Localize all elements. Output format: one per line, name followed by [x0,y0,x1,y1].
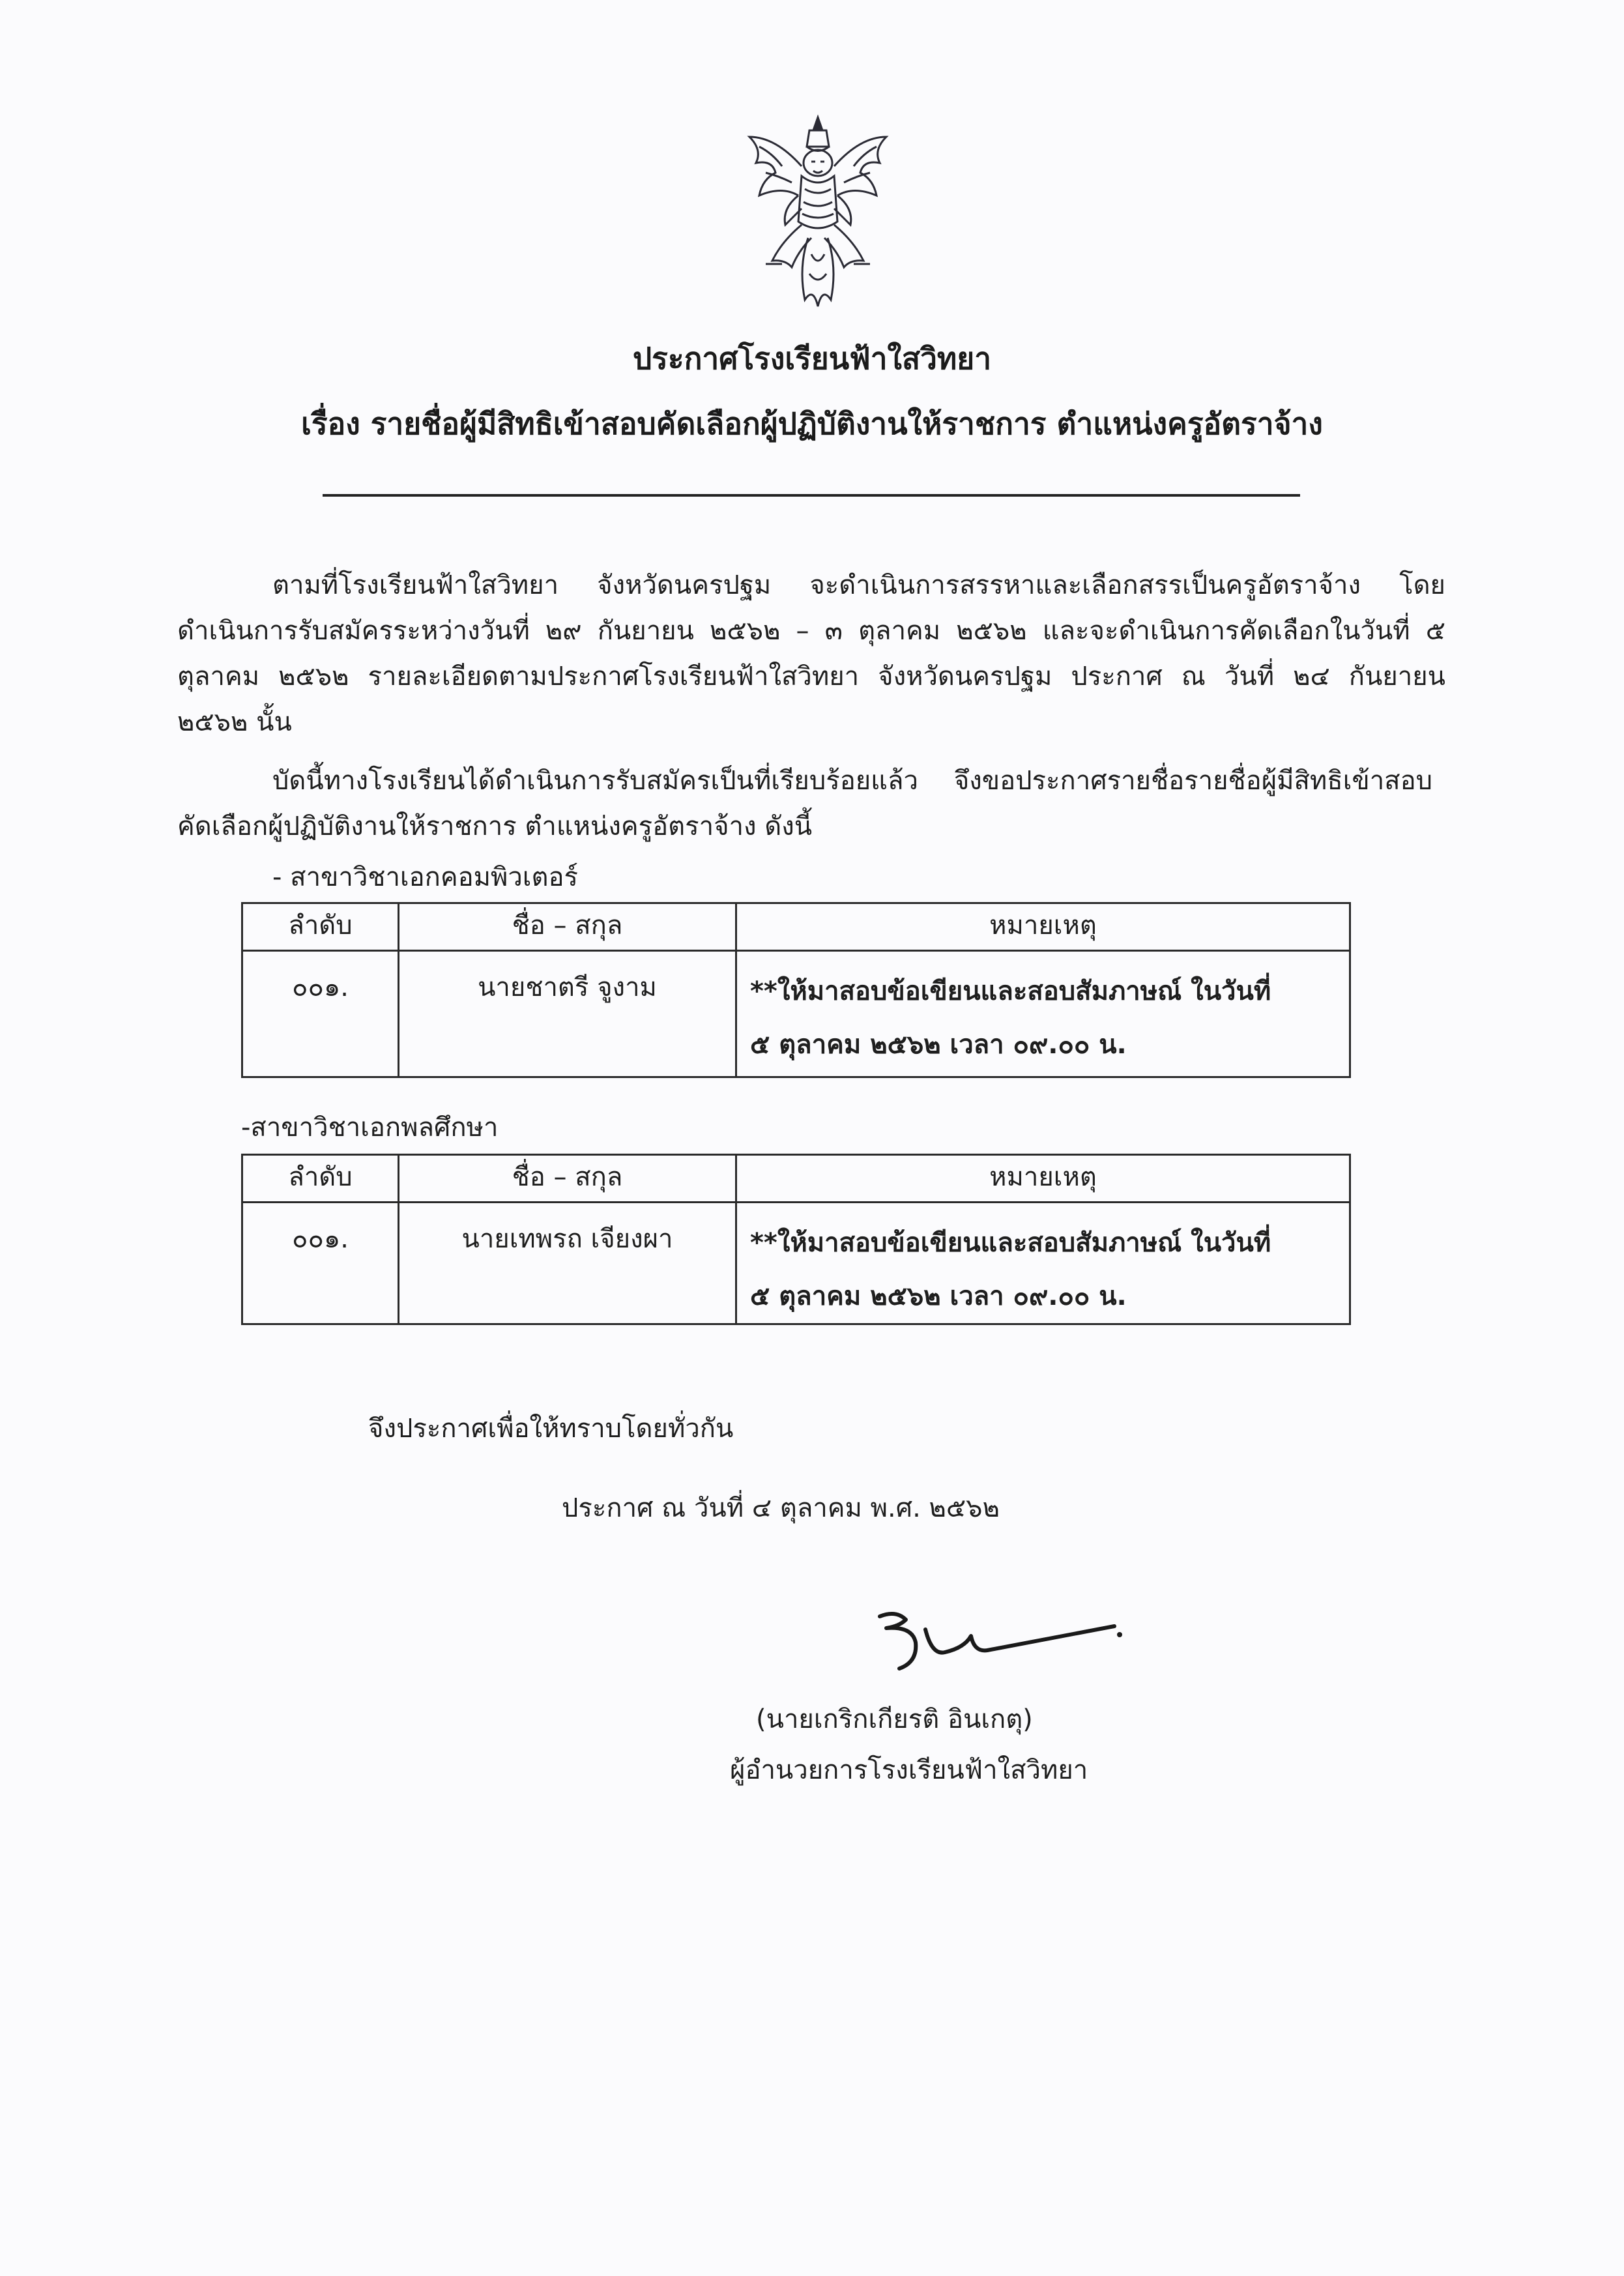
column-header-order: ลำดับ [242,903,399,951]
signature-icon [860,1590,1134,1688]
signer-name: (นายเกริกเกียรติ อินเกตุ) [756,1704,1033,1734]
column-header-remark: หมายเหตุ [736,903,1350,951]
cell-name: นายชาตรี จูงาม [399,951,736,1077]
announcement-subject: เรื่อง รายชื่อผู้มีสิทธิเข้าสอบคัดเลือกผู้ปฏิบัติงานให้ราชการ ตำแหน่งครูอัตราจ้าง [301,406,1323,441]
section-heading-computer: - สาขาวิชาเอกคอมพิวเตอร์ [272,862,578,892]
table-row [242,951,1350,1077]
announcement-title: ประกาศโรงเรียนฟ้าใสวิทยา [632,341,992,376]
remark-line-1: **ให้มาสอบข้อเขียนและสอบสัมภาษณ์ ในวันที่ [750,976,1271,1006]
cell-remark [736,1203,1350,1324]
cell-remark [736,951,1350,1077]
table-header-row [242,903,1350,951]
garuda-emblem-icon [736,111,899,313]
column-header-remark: หมายเหตุ [736,1155,1350,1203]
table-header-row [242,1155,1350,1203]
paragraph-1-line-2: ดำเนินการรับสมัครระหว่างวันที่ ๒๙ กันยายน ๒๕๖๒ – ๓ ตุลาคม ๒๕๖๒ และจะดำเนินการคัดเลือกในวันที่ ๕ [177,616,1445,646]
title-divider [323,494,1300,497]
paragraph-1-line-1: ตามที่โรงเรียนฟ้าใสวิทยา จังหวัดนครปฐม จะดำเนินการสรรหาและเลือกสรรเป็นครูอัตราจ้าง โดย [272,570,1445,600]
column-header-name: ชื่อ – สกุล [399,1155,736,1203]
cell-name: นายเทพรถ เจียงผา [399,1203,736,1324]
announcement-date: ประกาศ ณ วันที่ ๔ ตุลาคม พ.ศ. ๒๕๖๒ [562,1493,1000,1523]
paragraph-1-line-4: ๒๕๖๒ นั้น [177,707,292,737]
signer-position: ผู้อำนวยการโรงเรียนฟ้าใสวิทยา [730,1755,1088,1785]
cell-order: ๐๐๑. [242,1203,399,1324]
remark-line-2: ๕ ตุลาคม ๒๕๖๒ เวลา ๐๙.๐๐ น. [750,1281,1127,1311]
remark-line-2: ๕ ตุลาคม ๒๕๖๒ เวลา ๐๙.๐๐ น. [750,1030,1127,1060]
candidate-table-physical-education [241,1154,1351,1325]
closing-statement: จึงประกาศเพื่อให้ทราบโดยทั่วกัน [368,1414,734,1444]
paragraph-1-line-3: ตุลาคม ๒๕๖๒ รายละเอียดตามประกาศโรงเรียนฟ้าใสวิทยา จังหวัดนครปฐม ประกาศ ณ วันที่ ๒๔ กันยายน [177,662,1445,692]
column-header-name: ชื่อ – สกุล [399,903,736,951]
candidate-table-computer [241,902,1351,1078]
cell-order: ๐๐๑. [242,951,399,1077]
column-header-order: ลำดับ [242,1155,399,1203]
table-row [242,1203,1350,1324]
paragraph-2-line-2: คัดเลือกผู้ปฏิบัติงานให้ราชการ ตำแหน่งครูอัตราจ้าง ดังนี้ [177,811,813,841]
paragraph-2-line-1: บัดนี้ทางโรงเรียนได้ดำเนินการรับสมัครเป็นที่เรียบร้อยแล้ว จึงขอประกาศรายชื่อรายชื่อผู้มีสิทธิเข้าสอบ [272,766,1432,796]
section-heading-physical-education: -สาขาวิชาเอกพลศึกษา [241,1113,499,1143]
remark-line-1: **ให้มาสอบข้อเขียนและสอบสัมภาษณ์ ในวันที่ [750,1228,1271,1258]
